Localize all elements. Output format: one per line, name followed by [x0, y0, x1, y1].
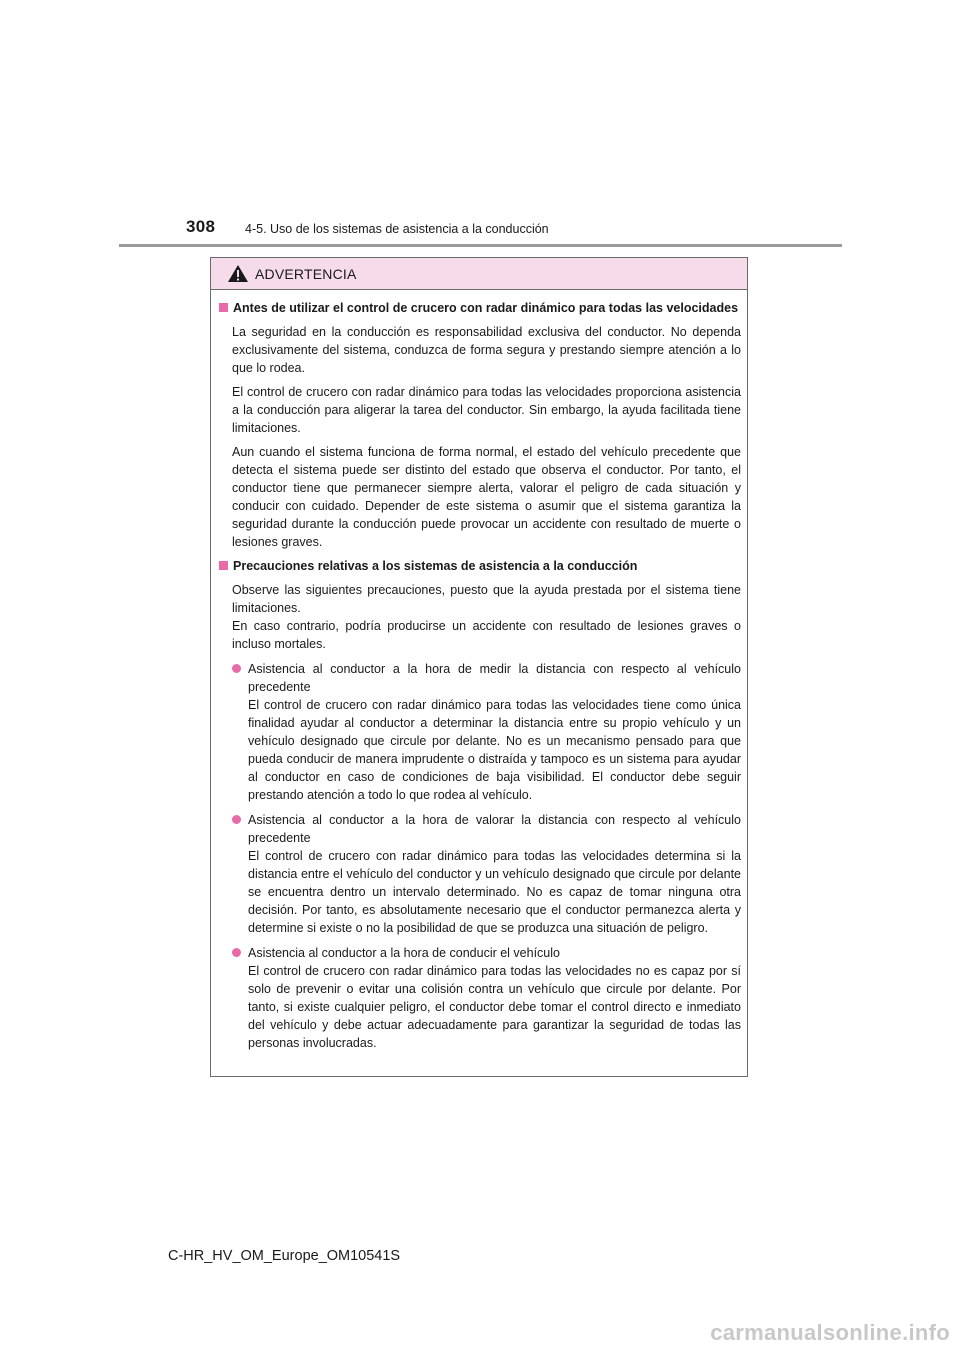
watermark: carmanualsonline.info: [710, 1320, 950, 1345]
warning-triangle-icon: [227, 264, 249, 283]
paragraph: Observe las siguientes precauciones, puesto que la ayuda prestada por el sistema tiene limitaciones.: [232, 583, 741, 615]
list-item-title: Asistencia al conductor a la hora de conducir el vehículo: [248, 946, 560, 960]
section-title: 4-5. Uso de los sistemas de asistencia a la conducción: [245, 222, 549, 236]
paragraph: Aun cuando el sistema funciona de forma normal, el estado del vehículo precedente que detecta el sistema puede ser distinto del estado que observa el conductor. Por tanto, el conductor tiene que permanecer siempre alerta, valorar el peligro de cada situación y conducir con cuidado. Depender de este sistema o asumir que el sistema garantiza la seguridad durante la conducción puede provocar un accidente con resultado de muerte o lesiones graves.: [232, 445, 741, 549]
section-heading-text: Antes de utilizar el control de crucero con radar dinámico para todas las velocidades: [233, 301, 739, 315]
pink-square-icon: [219, 303, 228, 312]
section-heading: [219, 299, 741, 317]
page-number: 308: [186, 217, 216, 236]
pink-dot-icon: [232, 948, 241, 957]
warning-content: [211, 290, 747, 1052]
list-item-text: El control de crucero con radar dinámico para todas las velocidades determina si la distancia entre el vehículo del conductor y un vehículo designado que circule por delante se encuentra dentro un intervalo determinado. No es capaz de tomar ninguna otra decisión. Por tanto, es absolutamente necesario que el conductor permanezca alerta y determine si existe o no la posibilidad de que se produzca una situación de peligro.: [248, 849, 741, 935]
list-item-text: El control de crucero con radar dinámico para todas las velocidades no es capaz por sí solo de prevenir o evitar una colisión contra un vehículo que circule por delante. Por tanto, si existe cualquier peligro, el conductor debe tomar el control directo e inmediato del vehículo y debe actuar adecuadamente para garantizar la seguridad de todas las personas involucradas.: [248, 964, 741, 1050]
pink-dot-icon: [232, 815, 241, 824]
warning-title: ADVERTENCIA: [255, 265, 357, 282]
list-item: [232, 944, 741, 1052]
paragraph: En caso contrario, podría producirse un accidente con resultado de lesiones graves o incluso mortales.: [232, 619, 741, 651]
list-item: [232, 811, 741, 937]
document-code: C-HR_HV_OM_Europe_OM10541S: [168, 1248, 401, 1264]
pink-square-icon: [219, 561, 228, 570]
section-heading-text: Precauciones relativas a los sistemas de asistencia a la conducción: [233, 559, 638, 573]
header-rule: [119, 244, 842, 247]
section-heading: [219, 557, 741, 575]
pink-dot-icon: [232, 664, 241, 673]
warning-box: [210, 257, 748, 1077]
warning-header: [211, 258, 747, 290]
list-item: [232, 660, 741, 804]
list-item-title: Asistencia al conductor a la hora de valorar la distancia con respecto al vehículo precedente: [248, 813, 741, 845]
list-item-title: Asistencia al conductor a la hora de medir la distancia con respecto al vehículo precedente: [248, 662, 741, 694]
paragraph: El control de crucero con radar dinámico para todas las velocidades proporciona asistencia a la conducción para aligerar la tarea del conductor. Sin embargo, la ayuda facilitada tiene limitaciones.: [232, 385, 741, 435]
list-item-text: El control de crucero con radar dinámico para todas las velocidades tiene como única finalidad ayudar al conductor a determinar la distancia entre su propio vehículo y un vehículo designado que circule por delante. No es un mecanismo pensado para que pueda conducir de manera imprudente o distraída y tampoco es un sistema para ayudar al conductor en caso de condiciones de baja visibilidad. El conductor debe seguir prestando atención a todo lo que rodea al vehículo.: [248, 698, 741, 802]
paragraph: La seguridad en la conducción es responsabilidad exclusiva del conductor. No dependa exclusivamente del sistema, conduzca de forma segura y prestando siempre atención a lo que lo rodea.: [232, 325, 741, 375]
